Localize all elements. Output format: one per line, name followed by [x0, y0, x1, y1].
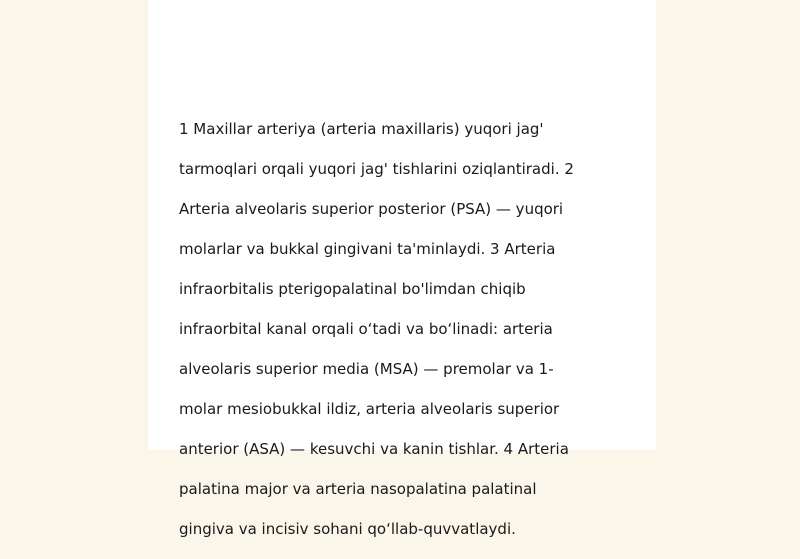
text-line: gingiva va incisiv sohani qo‘llab-quvvatlaydi.	[179, 520, 516, 538]
text-line: 1 Maxillar arteriya (arteria maxillaris) yuqori jag'	[179, 120, 544, 138]
text-line: alveolaris superior media (MSA) — premolar va 1-	[179, 360, 554, 378]
text-line: Arteria alveolaris superior posterior (PSA) — yuqori	[179, 200, 564, 218]
body-paragraph	[179, 99, 609, 559]
document-page	[148, 0, 656, 538]
text-line: infraorbitalis pterigopalatinal bo'limdan chiqib	[179, 280, 526, 298]
text-line: tarmoqlari orqali yuqori jag' tishlarini oziqlantiradi. 2	[179, 160, 574, 178]
text-line: palatina major va arteria nasopalatina palatinal	[179, 480, 537, 498]
text-line: infraorbital kanal orqali o‘tadi va bo‘linadi: arteria	[179, 320, 553, 338]
text-line: molar mesiobukkal ildiz, arteria alveolaris superior	[179, 400, 560, 418]
text-line: molarlar va bukkal gingivani ta'minlaydi. 3 Arteria	[179, 240, 556, 258]
text-line: anterior (ASA) — kesuvchi va kanin tishlar. 4 Arteria	[179, 440, 569, 458]
